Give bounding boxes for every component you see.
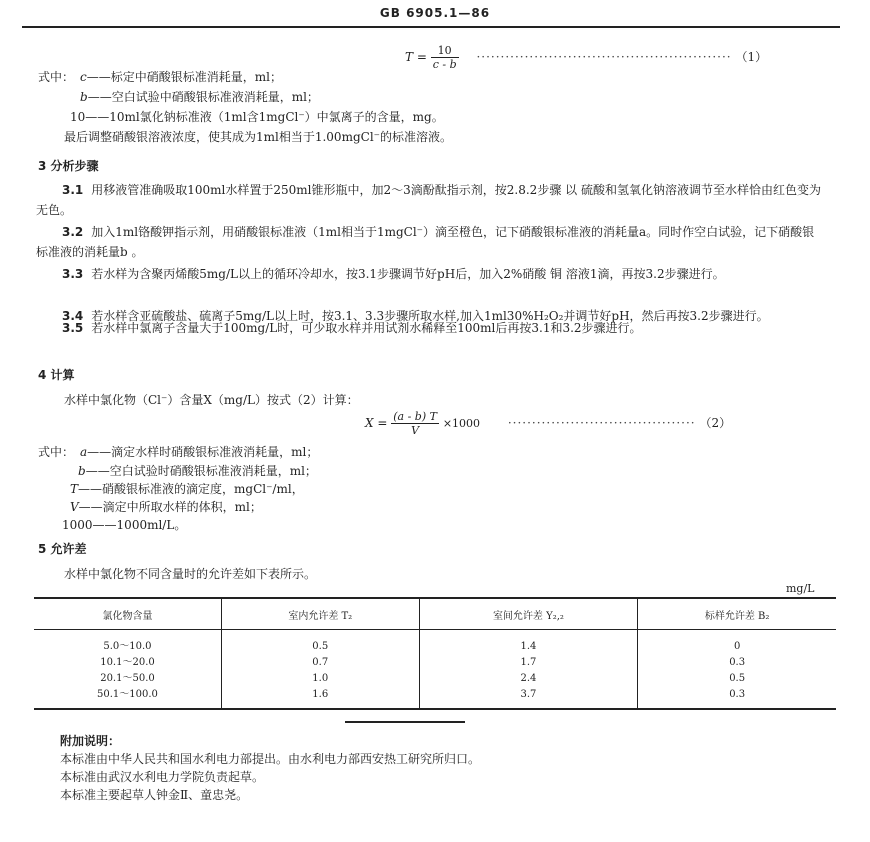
- table-row: 20.1～50.0 1.0 2.4 0.5: [34, 671, 836, 687]
- leader-dots: ·····················································: [476, 50, 732, 64]
- where-label: 式中：: [38, 70, 75, 84]
- section-4-title: 4 计算: [38, 368, 75, 382]
- notes-title: 附加说明：: [60, 734, 121, 748]
- paragraph-3-1: 3.1 用移液管准确吸取100ml水样置于250ml锥形瓶中，加2～3滴酚酞指示剂，按2.8.2步骤 以 硫酸和氢氧化钠溶液调节至水样恰由红色变为无色。: [36, 183, 821, 217]
- paragraph-3-3: 3.3 若水样为含聚丙烯酸5mg/L以上的循环冷却水，按3.1步骤调节好pH后，加入2%硝酸 铜 溶液1滴，再按3.2步骤进行。: [62, 267, 725, 281]
- numerator: 10: [431, 44, 459, 58]
- fraction: [431, 44, 459, 71]
- where-item: b——空白试验时硝酸银标准液消耗量，ml；: [78, 464, 317, 478]
- where-item: c——标定中硝酸银标准消耗量，ml；: [80, 70, 282, 84]
- column-header: 室间允许差 Y₂,₂: [419, 598, 638, 630]
- formula-lhs: T =: [405, 50, 427, 64]
- column-header: 室内允许差 T₂: [221, 598, 419, 630]
- final-note: 最后调整硝酸银溶液浓度，使其成为1ml相当于1.00mgCl⁻的标准溶液。: [64, 130, 452, 144]
- tolerance-table: [34, 597, 836, 710]
- header-rule: [22, 26, 840, 28]
- section-3-title: 3 分析步骤: [38, 159, 99, 173]
- where-item: 10——10ml氯化钠标准液（1ml含1mgCl⁻）中氯离子的含量，mg。: [70, 110, 444, 124]
- formula-label: （1）: [735, 50, 768, 64]
- table-row: 10.1～20.0 0.7 1.7 0.3: [34, 655, 836, 671]
- end-rule: [345, 721, 465, 723]
- formula-2: X = $\frac{(a - b) T}{V}$ ×1000 ······································· （2）: [365, 410, 732, 437]
- table-row: 50.1～100.0 1.6 3.7 0.3: [34, 687, 836, 709]
- section-5-intro: 水样中氯化物不同含量时的允许差如下表所示。: [64, 567, 317, 581]
- paragraph-3-2: 3.2 加入1ml铬酸钾指示剂，用硝酸银标准液（1ml相当于1mgCl⁻）滴至橙色，记下硝酸银标准液的消耗量a。同时作空白试验，记下硝酸银标准液的消耗量b 。: [36, 225, 815, 259]
- note-line: 本标准由武汉水利电力学院负责起草。: [60, 770, 265, 784]
- standard-number-header: GB 6905.1—86: [379, 6, 491, 20]
- where-item: T——硝酸银标准液的滴定度，mgCl⁻/ml，: [70, 482, 304, 496]
- where-item: V——滴定中所取水样的体积，ml；: [70, 500, 262, 514]
- note-line: 本标准主要起草人钟金Ⅱ、童忠尧。: [60, 788, 249, 802]
- section-4-intro: 水样中氯化物（Cl⁻）含量X（mg/L）按式（2）计算：: [64, 393, 359, 407]
- paragraph-3-5: 3.5 若水样中氯离子含量大于100mg/L时，可少取水样并用试剂水稀释至100ml后再按3.1和3.2步骤进行。: [62, 321, 642, 335]
- where-label: 式中：: [38, 445, 75, 459]
- section-5-title: 5 允许差: [38, 542, 87, 556]
- formula-1: [405, 44, 767, 71]
- table-unit: mg/L: [786, 582, 815, 595]
- paragraph-3-4: 3.4 若水样含亚硫酸盐、硫离子5mg/L以上时，按3.1、3.3步骤所取水样,加入1ml30%H₂O₂并调节好pH，然后再按3.2步骤进行。: [62, 309, 769, 323]
- column-header: 氯化物含量: [34, 598, 221, 630]
- denominator: c - b: [432, 58, 457, 71]
- where-item: 1000——1000ml/L。: [62, 518, 187, 532]
- column-header: 标样允许差 B₂: [638, 598, 836, 630]
- fraction: $\frac{(a - b) T}{V}$: [393, 410, 437, 437]
- where-item: a——滴定水样时硝酸银标准液消耗量，ml；: [80, 445, 319, 459]
- note-line: 本标准由中华人民共和国水利电力部提出。由水利电力部西安热工研究所归口。: [60, 752, 481, 766]
- table-row: 5.0～10.0 0.5 1.4 0: [34, 630, 836, 656]
- where-item: b——空白试验中硝酸银标准液消耗量，ml；: [80, 90, 319, 104]
